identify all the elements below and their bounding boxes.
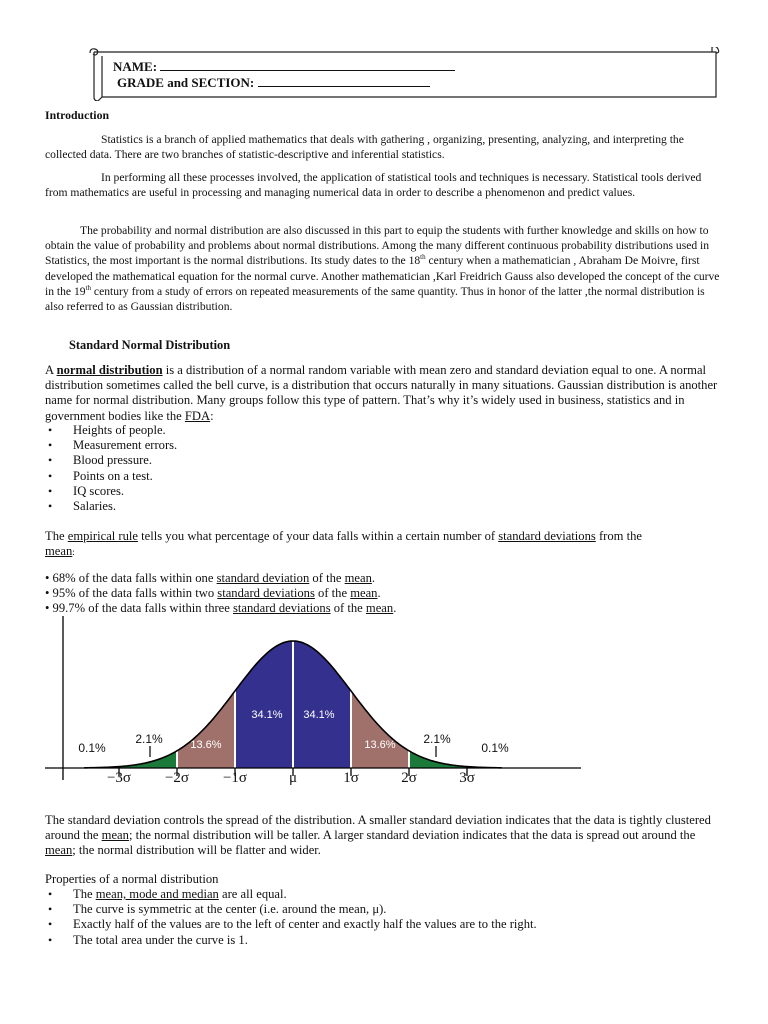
list-item: • Heights of people. xyxy=(45,423,445,438)
mean-link[interactable]: mean xyxy=(365,601,394,616)
x-tick-label: 2σ xyxy=(401,770,417,786)
x-tick-label: −2σ xyxy=(164,770,190,786)
percent-label: 2.1% xyxy=(135,732,163,746)
intro-paragraph-2: In performing all these processes involved, the application of statistical tools and techniques is necessary. Statistical tools derived from mathematics are useful in processing and managing numerical data in order to describe a phenomenon and predict values. xyxy=(45,171,702,200)
x-tick-label: 3σ xyxy=(459,770,475,786)
empirical-rule-link[interactable]: empirical rule xyxy=(67,529,139,543)
x-tick-label: −1σ xyxy=(222,770,248,786)
list-item: • The mean, mode and median are all equal. xyxy=(45,887,725,902)
mean-link[interactable]: mean xyxy=(45,843,73,858)
percent-label: 34.1% xyxy=(251,709,283,721)
list-item: • Blood pressure. xyxy=(45,453,445,468)
rule-95: • 95% of the data falls within two standard deviations of the mean. xyxy=(45,586,381,601)
normal-distribution-chart xyxy=(0,610,768,795)
mean-link[interactable]: mean xyxy=(45,544,73,559)
mean-link[interactable]: mean xyxy=(101,828,129,843)
normal-distribution-definition: A normal distribution is a distribution of a normal random variable with mean zero and standard deviation equal to one. A normal distribution sometimes called the bell curve, is a distribution that occurs naturally in many situations. Gaussian distribution is another name for normal distribution. Many groups follow this type of pattern. That’s why it’s widely used in business, statistics and in government bodies like the FDA: xyxy=(45,363,718,423)
normal-distribution-link[interactable]: normal distribution xyxy=(56,363,163,377)
intro-heading: Introduction xyxy=(45,108,110,122)
list-item: • The curve is symmetric at the center (i.e. around the mean, μ). xyxy=(45,902,725,917)
list-item: • Measurement errors. xyxy=(45,438,445,453)
rule-997: • 99.7% of the data falls within three standard deviations of the mean. xyxy=(45,601,397,616)
standard-deviations-link[interactable]: standard deviations xyxy=(498,529,596,543)
sd-link[interactable]: standard deviation xyxy=(216,571,310,585)
percent-label: 34.1% xyxy=(303,709,335,721)
list-item: • The total area under the curve is 1. xyxy=(45,933,725,948)
region-fill-3 xyxy=(235,641,293,768)
name-field[interactable] xyxy=(113,59,455,75)
intro-paragraph-3: The probability and normal distribution are also discussed in this part to equip the students with further knowledge and skills on how to obtain the value of probability and problems about normal distributions. Among the many different continuous probability distributions used in Statistics, the most important is the normal distributions. Its study dates to the 18th century when a mathematician , Abraham De Moivre, first developed the mathematical equation for the normal curve. Another mathematician ,Karl Freidrich Gauss also developed the concept of the curve in the 19th century from a study of errors on repeated measurements of the same quantity. Thus in honor of the latter ,the normal distribution is also referred to as Gaussian distribution. xyxy=(45,224,720,314)
percent-label: 0.1% xyxy=(78,741,106,755)
properties-list xyxy=(45,887,725,948)
examples-list xyxy=(45,423,445,514)
mean-link[interactable]: mean xyxy=(350,586,378,601)
percent-label: 13.6% xyxy=(190,739,222,751)
x-tick-label: 1σ xyxy=(343,770,359,786)
grade-section-field[interactable] xyxy=(117,75,430,91)
empirical-rule-paragraph: The empirical rule tells you what percentage of your data falls within a certain number of standard deviations from the mean: xyxy=(45,529,642,559)
spread-paragraph: The standard deviation controls the spread of the distribution. A smaller standard deviation indicates that the data is tightly clustered around the mean; the normal distribution will be taller. A larger standard deviation indicates that the data is spread out around the mean; the normal distribution will be flatter and wider. xyxy=(45,813,711,858)
mean-link[interactable]: mean xyxy=(344,571,372,585)
name-blank[interactable] xyxy=(160,59,455,71)
grade-blank[interactable] xyxy=(258,75,430,87)
region-fill-4 xyxy=(293,641,351,768)
percent-label: 13.6% xyxy=(364,739,396,751)
name-label: NAME: xyxy=(113,59,158,74)
list-item: • Salaries. xyxy=(45,499,445,514)
percent-label: 2.1% xyxy=(423,732,451,746)
x-tick-label: μ xyxy=(288,770,298,786)
x-tick-label: −3σ xyxy=(106,770,132,786)
list-item: • IQ scores. xyxy=(45,484,445,499)
percent-label: 0.1% xyxy=(481,741,509,755)
list-item: • Points on a test. xyxy=(45,469,445,484)
sd-link[interactable]: standard deviations xyxy=(217,586,315,601)
grade-label: GRADE and SECTION: xyxy=(117,75,255,90)
sd-link[interactable]: standard deviations xyxy=(233,601,331,616)
list-item: • Exactly half of the values are to the left of center and exactly half the values are to the right. xyxy=(45,917,725,932)
standard-normal-heading: Standard Normal Distribution xyxy=(69,338,231,352)
properties-heading: Properties of a normal distribution xyxy=(45,872,219,886)
mean-mode-median-link[interactable]: mean, mode and median xyxy=(95,887,219,901)
rule-68: • 68% of the data falls within one standard deviation of the mean. xyxy=(45,571,376,585)
fda-link[interactable]: FDA xyxy=(184,408,211,423)
intro-paragraph-1: Statistics is a branch of applied mathematics that deals with gathering , organizing, presenting, analyzing, and interpreting the collected data. There are two branches of statistic-descriptive and inferential statistics. xyxy=(45,133,684,162)
